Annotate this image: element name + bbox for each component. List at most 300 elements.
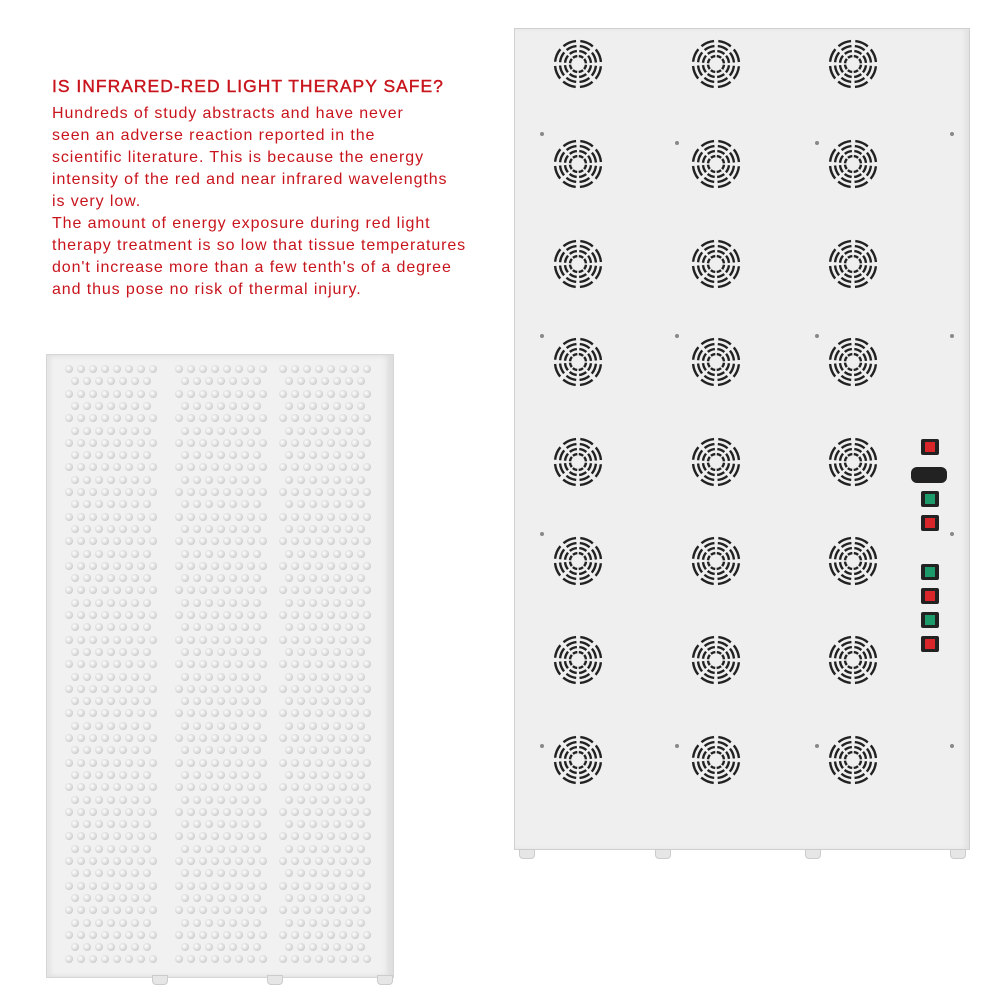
- led-bulb: [71, 550, 79, 558]
- led-bulb: [131, 771, 139, 779]
- led-bulb: [211, 660, 219, 668]
- led-bulb: [241, 525, 249, 533]
- led-bulb: [113, 636, 121, 644]
- led-bulb: [321, 919, 329, 927]
- led-bulb: [357, 402, 365, 410]
- led-bulb: [327, 660, 335, 668]
- led-bulb: [235, 537, 243, 545]
- led-bulb: [71, 746, 79, 754]
- led-bulb: [119, 673, 127, 681]
- led-bulb: [199, 537, 207, 545]
- led-bulb: [107, 500, 115, 508]
- led-bulb: [253, 525, 261, 533]
- led-bulb: [205, 476, 213, 484]
- led-bulb: [77, 488, 85, 496]
- led-bulb: [259, 365, 267, 373]
- led-bulb: [193, 722, 201, 730]
- led-bulb: [187, 611, 195, 619]
- led-bulb: [113, 734, 121, 742]
- led-bulb: [217, 648, 225, 656]
- led-bulb: [89, 390, 97, 398]
- led-bulb: [315, 463, 323, 471]
- led-bulb: [229, 845, 237, 853]
- led-bulb: [253, 869, 261, 877]
- led-bulb: [107, 476, 115, 484]
- led-bulb: [285, 476, 293, 484]
- led-bulb: [89, 365, 97, 373]
- led-bulb: [363, 463, 371, 471]
- led-bulb: [327, 365, 335, 373]
- led-bulb: [259, 734, 267, 742]
- led-bulb: [363, 488, 371, 496]
- led-bulb: [211, 390, 219, 398]
- led-bulb: [303, 685, 311, 693]
- led-bulb: [83, 377, 91, 385]
- led-bulb: [113, 709, 121, 717]
- led-bulb: [217, 599, 225, 607]
- led-bulb: [181, 919, 189, 927]
- led-bulb: [259, 685, 267, 693]
- led-bulb: [309, 402, 317, 410]
- led-bulb: [315, 439, 323, 447]
- led-bulb: [327, 586, 335, 594]
- led-bulb: [217, 722, 225, 730]
- led-bulb: [363, 586, 371, 594]
- led-bulb: [211, 439, 219, 447]
- led-bulb: [83, 427, 91, 435]
- led-bulb: [253, 623, 261, 631]
- led-bulb: [297, 894, 305, 902]
- led-bulb: [131, 476, 139, 484]
- led-bulb: [223, 955, 231, 963]
- led-bulb: [71, 919, 79, 927]
- led-bulb: [181, 623, 189, 631]
- led-bulb: [351, 513, 359, 521]
- led-bulb: [95, 722, 103, 730]
- led-bulb: [65, 488, 73, 496]
- led-bulb: [291, 365, 299, 373]
- led-bulb: [327, 832, 335, 840]
- led-bulb: [149, 783, 157, 791]
- led-bulb: [101, 611, 109, 619]
- led-bulb: [125, 513, 133, 521]
- led-bulb: [181, 599, 189, 607]
- led-bulb: [217, 869, 225, 877]
- led-bulb: [125, 955, 133, 963]
- led-bulb: [71, 476, 79, 484]
- led-bulb: [101, 365, 109, 373]
- led-bulb: [339, 709, 347, 717]
- fan-vent-icon: [551, 37, 605, 91]
- led-bulb: [363, 611, 371, 619]
- led-bulb: [363, 365, 371, 373]
- led-bulb: [333, 574, 341, 582]
- led-bulb: [95, 574, 103, 582]
- led-bulb: [95, 623, 103, 631]
- led-bulb: [339, 882, 347, 890]
- led-bulb: [223, 611, 231, 619]
- led-bulb: [137, 463, 145, 471]
- led-bulb: [119, 402, 127, 410]
- led-bulb: [327, 636, 335, 644]
- led-bulb: [137, 808, 145, 816]
- led-bulb: [339, 660, 347, 668]
- led-bulb: [71, 623, 79, 631]
- led-bulb: [229, 796, 237, 804]
- led-bulb: [193, 550, 201, 558]
- led-bulb: [199, 636, 207, 644]
- led-bulb: [143, 476, 151, 484]
- led-bulb: [321, 500, 329, 508]
- led-bulb: [285, 451, 293, 459]
- led-bulb: [321, 771, 329, 779]
- led-bulb: [137, 537, 145, 545]
- led-bulb: [143, 673, 151, 681]
- led-bulb: [89, 586, 97, 594]
- led-bulb: [187, 414, 195, 422]
- led-bulb: [345, 623, 353, 631]
- led-bulb: [229, 697, 237, 705]
- led-bulb: [241, 402, 249, 410]
- led-bulb: [131, 845, 139, 853]
- led-bulb: [345, 820, 353, 828]
- led-bulb: [205, 427, 213, 435]
- led-bulb: [327, 685, 335, 693]
- led-bulb: [65, 513, 73, 521]
- led-bulb: [199, 808, 207, 816]
- led-bulb: [107, 648, 115, 656]
- led-bulb: [181, 796, 189, 804]
- led-bulb: [285, 869, 293, 877]
- led-bulb: [229, 919, 237, 927]
- led-bulb: [143, 500, 151, 508]
- led-bulb: [345, 525, 353, 533]
- led-bulb: [247, 685, 255, 693]
- led-bulb: [193, 820, 201, 828]
- led-bulb: [205, 796, 213, 804]
- led-bulb: [113, 488, 121, 496]
- led-bulb: [291, 513, 299, 521]
- led-bulb: [119, 845, 127, 853]
- led-bulb: [77, 537, 85, 545]
- led-bulb: [363, 636, 371, 644]
- led-bulb: [291, 709, 299, 717]
- led-bulb: [199, 414, 207, 422]
- led-bulb: [309, 673, 317, 681]
- led-bulb: [101, 759, 109, 767]
- fan-vent-icon: [826, 137, 880, 191]
- led-bulb: [285, 525, 293, 533]
- fan-vent-icon: [826, 335, 880, 389]
- line: is very low.: [52, 193, 142, 210]
- led-bulb: [211, 586, 219, 594]
- led-bulb: [321, 402, 329, 410]
- led-bulb: [95, 894, 103, 902]
- led-panel-back: [514, 28, 970, 850]
- led-bulb: [113, 463, 121, 471]
- led-bulb: [351, 537, 359, 545]
- rocker-switch[interactable]: [921, 636, 939, 652]
- led-bulb: [357, 919, 365, 927]
- led-bulb: [101, 513, 109, 521]
- rocker-switch[interactable]: [921, 564, 939, 580]
- led-bulb: [357, 476, 365, 484]
- led-bulb: [229, 500, 237, 508]
- led-bulb: [259, 832, 267, 840]
- led-bulb: [309, 894, 317, 902]
- article-text: [52, 76, 466, 301]
- led-bulb: [309, 648, 317, 656]
- led-bulb: [327, 734, 335, 742]
- led-bulb: [175, 365, 183, 373]
- led-bulb: [279, 685, 287, 693]
- led-bulb: [303, 857, 311, 865]
- led-bulb: [327, 439, 335, 447]
- led-bulb: [297, 500, 305, 508]
- led-bulb: [143, 894, 151, 902]
- led-bulb: [321, 525, 329, 533]
- led-bulb: [71, 673, 79, 681]
- led-bulb: [187, 857, 195, 865]
- led-bulb: [357, 525, 365, 533]
- led-bulb: [315, 586, 323, 594]
- led-bulb: [291, 463, 299, 471]
- rocker-switch[interactable]: [921, 515, 939, 531]
- led-bulb: [113, 906, 121, 914]
- rocker-switch[interactable]: [921, 491, 939, 507]
- led-bulb: [315, 513, 323, 521]
- led-bulb: [223, 586, 231, 594]
- led-bulb: [77, 759, 85, 767]
- led-bulb: [205, 574, 213, 582]
- led-bulb: [279, 808, 287, 816]
- led-bulb: [321, 943, 329, 951]
- led-bulb: [101, 783, 109, 791]
- led-bulb: [181, 771, 189, 779]
- led-bulb: [211, 488, 219, 496]
- rocker-switch[interactable]: [921, 439, 939, 455]
- led-bulb: [137, 783, 145, 791]
- screw: [540, 334, 544, 338]
- led-bulb: [89, 513, 97, 521]
- led-bulb: [125, 808, 133, 816]
- led-bulb: [187, 931, 195, 939]
- led-bulb: [113, 759, 121, 767]
- led-bulb: [143, 869, 151, 877]
- led-bulb: [291, 636, 299, 644]
- led-bulb: [223, 857, 231, 865]
- led-bulb: [125, 586, 133, 594]
- led-bulb: [205, 500, 213, 508]
- led-bulb: [247, 955, 255, 963]
- led-bulb: [137, 390, 145, 398]
- led-bulb: [187, 513, 195, 521]
- led-bulb: [137, 882, 145, 890]
- led-bulb: [333, 623, 341, 631]
- led-bulb: [205, 697, 213, 705]
- led-bulb: [315, 488, 323, 496]
- led-bulb: [303, 488, 311, 496]
- led-bulb: [107, 451, 115, 459]
- led-bulb: [211, 759, 219, 767]
- led-bulb: [357, 722, 365, 730]
- led-bulb: [333, 673, 341, 681]
- line: intensity of the red and near infrared wavelengths: [52, 171, 448, 188]
- led-bulb: [259, 955, 267, 963]
- led-bulb: [143, 525, 151, 533]
- led-bulb: [199, 439, 207, 447]
- led-bulb: [327, 808, 335, 816]
- led-bulb: [181, 746, 189, 754]
- led-bulb: [149, 955, 157, 963]
- led-bulb: [339, 611, 347, 619]
- led-bulb: [113, 783, 121, 791]
- led-bulb: [107, 796, 115, 804]
- led-bulb: [259, 759, 267, 767]
- led-bulb: [175, 906, 183, 914]
- led-bulb: [137, 660, 145, 668]
- led-bulb: [315, 882, 323, 890]
- led-bulb: [71, 697, 79, 705]
- led-bulb: [339, 513, 347, 521]
- led-bulb: [95, 869, 103, 877]
- led-bulb: [199, 488, 207, 496]
- led-bulb: [285, 427, 293, 435]
- led-bulb: [223, 709, 231, 717]
- rocker-switch[interactable]: [921, 588, 939, 604]
- led-bulb: [131, 500, 139, 508]
- led-bulb: [181, 845, 189, 853]
- led-bulb: [351, 660, 359, 668]
- led-bulb: [327, 414, 335, 422]
- screw: [950, 744, 954, 748]
- led-bulb: [363, 513, 371, 521]
- led-bulb: [321, 722, 329, 730]
- led-bulb: [351, 882, 359, 890]
- led-bulb: [303, 586, 311, 594]
- led-bulb: [339, 488, 347, 496]
- led-bulb: [199, 832, 207, 840]
- led-bulb: [77, 414, 85, 422]
- led-bulb: [235, 832, 243, 840]
- led-bulb: [259, 537, 267, 545]
- led-bulb: [175, 390, 183, 398]
- led-bulb: [363, 808, 371, 816]
- led-bulb: [107, 623, 115, 631]
- rocker-switch[interactable]: [921, 612, 939, 628]
- led-bulb: [65, 882, 73, 890]
- led-bulb: [89, 636, 97, 644]
- led-bulb: [217, 894, 225, 902]
- led-bulb: [107, 697, 115, 705]
- led-bulb: [175, 488, 183, 496]
- led-bulb: [217, 476, 225, 484]
- led-bulb: [217, 771, 225, 779]
- led-bulb: [235, 586, 243, 594]
- led-bulb: [187, 882, 195, 890]
- led-bulb: [333, 697, 341, 705]
- led-bulb: [339, 439, 347, 447]
- led-bulb: [333, 402, 341, 410]
- led-bulb: [205, 599, 213, 607]
- led-bulb: [149, 857, 157, 865]
- led-bulb: [113, 685, 121, 693]
- led-bulb: [143, 820, 151, 828]
- led-bulb: [223, 562, 231, 570]
- led-bulb: [217, 943, 225, 951]
- led-bulb: [175, 808, 183, 816]
- led-bulb: [247, 931, 255, 939]
- led-bulb: [279, 439, 287, 447]
- led-bulb: [217, 820, 225, 828]
- led-bulb: [321, 427, 329, 435]
- led-bulb: [345, 451, 353, 459]
- led-bulb: [199, 390, 207, 398]
- led-bulb: [241, 722, 249, 730]
- led-bulb: [113, 439, 121, 447]
- led-bulb: [125, 488, 133, 496]
- led-bulb: [247, 636, 255, 644]
- led-bulb: [95, 550, 103, 558]
- led-bulb: [363, 709, 371, 717]
- led-bulb: [309, 845, 317, 853]
- led-bulb: [351, 808, 359, 816]
- led-bulb: [199, 906, 207, 914]
- led-bulb: [327, 611, 335, 619]
- led-bulb: [303, 931, 311, 939]
- led-bulb: [291, 882, 299, 890]
- led-bulb: [175, 611, 183, 619]
- led-bulb: [101, 414, 109, 422]
- led-bulb: [107, 845, 115, 853]
- led-bulb: [125, 611, 133, 619]
- led-bulb: [89, 783, 97, 791]
- led-bulb: [351, 832, 359, 840]
- led-bulb: [77, 660, 85, 668]
- led-bulb: [235, 734, 243, 742]
- led-bulb: [77, 513, 85, 521]
- led-bulb: [175, 562, 183, 570]
- led-bulb: [309, 500, 317, 508]
- led-bulb: [345, 845, 353, 853]
- led-bulb: [351, 611, 359, 619]
- led-bulb: [315, 808, 323, 816]
- led-bulb: [247, 660, 255, 668]
- led-bulb: [291, 832, 299, 840]
- led-bulb: [65, 931, 73, 939]
- led-bulb: [259, 562, 267, 570]
- led-bulb: [83, 796, 91, 804]
- led-bulb: [143, 771, 151, 779]
- led-bulb: [95, 845, 103, 853]
- led-bulb: [83, 574, 91, 582]
- led-bulb: [303, 439, 311, 447]
- led-bulb: [205, 746, 213, 754]
- led-bulb: [77, 365, 85, 373]
- led-bulb: [333, 820, 341, 828]
- led-bulb: [309, 722, 317, 730]
- line: Hundreds of study abstracts and have never: [52, 105, 404, 122]
- led-bulb: [241, 820, 249, 828]
- led-bulb: [181, 894, 189, 902]
- led-bulb: [357, 500, 365, 508]
- led-bulb: [241, 476, 249, 484]
- led-bulb: [137, 857, 145, 865]
- led-bulb: [309, 919, 317, 927]
- led-bulb: [253, 820, 261, 828]
- led-bulb: [321, 894, 329, 902]
- led-bulb: [357, 943, 365, 951]
